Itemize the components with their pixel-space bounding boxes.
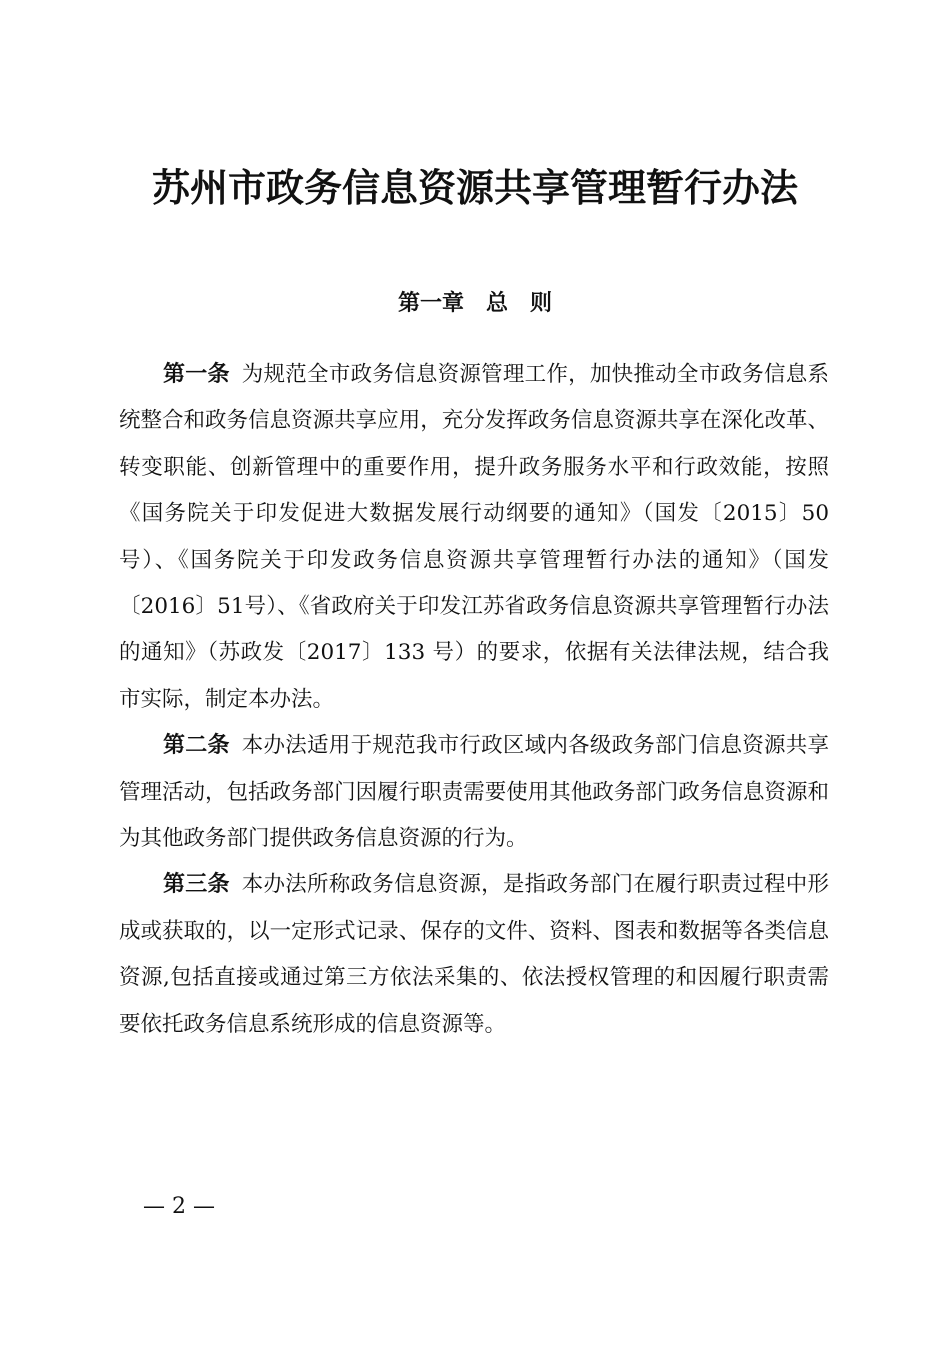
article-1-text: 为规范全市政务信息资源管理工作，加快推动全市政务信息系统整合和政务信息资源共享应用，充分发挥政务信息资源共享在深化改革、转变职能、创新管理中的重要作用，提升政务服务水平和行政效能，按照《国务院关于印发促进大数据发展行动纲要的通知》（国发〔2015〕50号）、《国务院关于印发政务信息资源共享管理暂行办法的通知》（国发〔2016〕51号）、《省政府关于印发江苏省政务信息资源共享管理暂行办法的通知》（苏政发〔2017〕133 号）的要求，依据有关法律法规，结合我市实际，制定本办法。 [119,362,829,712]
document-title: 苏州市政务信息资源共享管理暂行办法 [151,165,798,210]
article-3-text: 本办法所称政务信息资源，是指政务部门在履行职责过程中形成或获取的，以一定形式记录、保存的文件、资料、图表和数据等各类信息资源,包括直接或通过第三方依法采集的、依法授权管理的和因履行职责需要依托政务信息系统形成的信息资源等。 [119,872,829,1037]
article-2 [119,723,829,862]
article-2-label: 第二条 [163,733,230,759]
page-number: — 2 — [143,1194,215,1219]
article-3-label: 第三条 [163,872,230,898]
article-2-text: 本办法适用于规范我市行政区域内各级政务部门信息资源共享管理活动，包括政务部门因履行职责需要使用其他政务部门政务信息资源和为其他政务部门提供政务信息资源的行为。 [119,733,829,852]
chapter-heading: 第一章 总 则 [397,291,552,316]
article-1 [119,352,829,723]
document-body [119,352,829,1048]
article-3 [119,862,829,1048]
article-1-label: 第一条 [163,362,230,387]
